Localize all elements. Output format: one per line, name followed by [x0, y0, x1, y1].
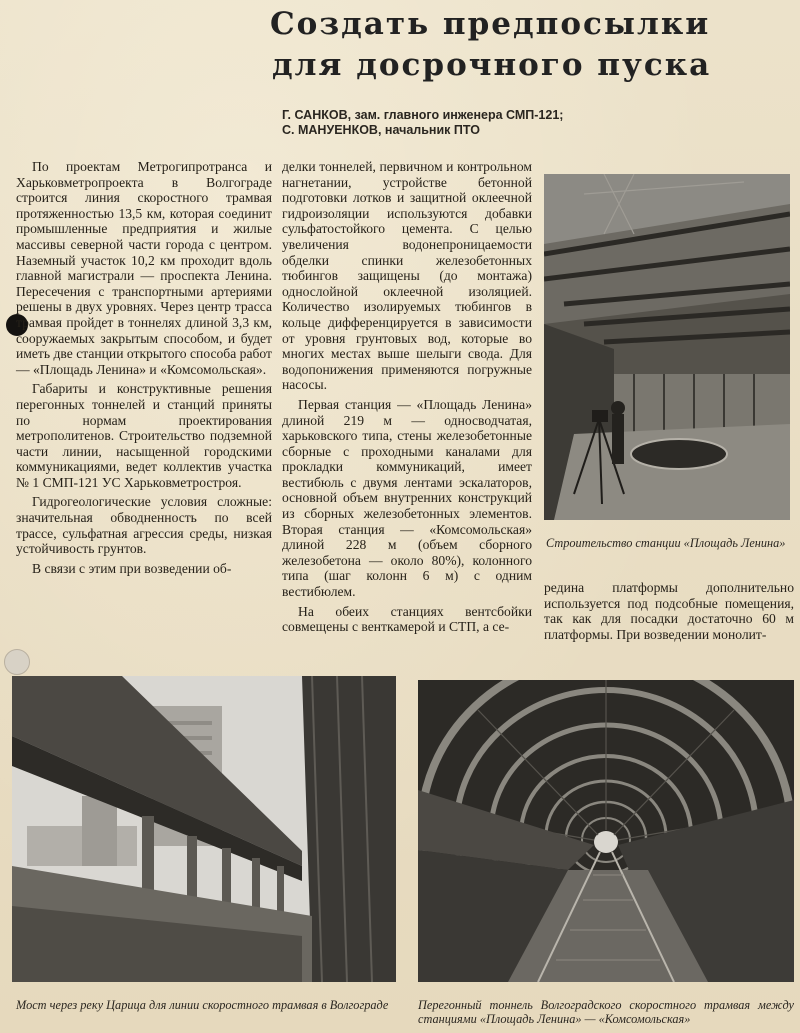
punch-hole-light	[4, 649, 30, 675]
paragraph: редина платформы дополнительно используется под подсобные помещения, так как для посадки достаточно 60 м платформы. При возведении монолит-	[544, 580, 794, 642]
bridge-photo-caption: Мост через реку Царица для линии скоростного трамвая в Волгограде	[16, 998, 389, 1012]
author-manuenkov: С. МАНУЕНКОВ, начальник ПТО	[282, 123, 480, 137]
paragraph: Первая станция — «Площадь Ленина» длиной 219 м — односводчатая, харьковского типа, стены железобетонные сборные с проходными каналами для прокладки коммуникаций, имеет вестибюль с двумя лентами эскалаторов, основной объем внутренних конструкций из сборных железобетонных элементов. Вторая станция — «Комсомольская» длиной 228 м (объем сборного железобетона — около 80%), колонного типа (шаг колонн 6 м) с одним вестибюлем.	[282, 396, 532, 600]
station-photo-caption: Строительство станции «Площадь Ленина»	[546, 536, 786, 550]
article-title	[270, 4, 790, 86]
paragraph: На обеих станциях вентсбойки совмещены с венткамерой и СТП, а се-	[282, 603, 532, 635]
paragraph: Габариты и конструктивные решения перегонных тоннелей и станций приняты по нормам проектирования метрополитенов. Строительство подземной части линии, насыщенной городскими коммуникациями, ведет коллектив участка № 1 СМП-121 УС Харьковметростроя.	[16, 381, 272, 490]
tunnel-photo	[418, 680, 794, 982]
author-sankov: Г. САНКОВ, зам. главного инженера СМП-121;	[282, 108, 564, 122]
paragraph: В связи с этим при возведении об-	[32, 560, 232, 576]
title-line-2: для досрочного пуска	[272, 47, 712, 83]
article-authors	[282, 108, 782, 138]
paragraph: По проектам Метрогипротранса и Харьковметропроекта в Волгограде строится линия скоростного трамвая протяженностью 13,5 км, которая соединит промышленные предприятия и жилые массивы северной части города с центром. Наземный участок 10,2 км проходит вдоль главной магистрали — проспекта Ленина. Пересечения с транспортными артериями решены в двух уровнях. Через центр трасса трамвая пройдет в тоннелях длиной 3,3 км, сооружаемых закрытым способом, и будет иметь две станции открытого способа работ — «Площадь Ленина» и «Комсомольская».	[16, 159, 272, 377]
text-column-1	[16, 159, 272, 580]
paragraph: делки тоннелей, первичном и контрольном нагнетании, устройстве бетонной подготовки лотков и защитной оклеечной гидроизоляции используются добавки сульфатостойкого цемента. С целью увеличения водонепроницаемости обделки спинки железобетонных тюбингов защищены (до монтажа) однослойной оклеечной изоляцией. Количество изолируемых тюбингов в кольце дифференцируется в зависимости от уровня грунтовых вод, которые во многих местах выше шелыги свода. Для водопонижения применяются погружные насосы.	[282, 159, 532, 393]
paragraph: Гидрогеологические условия сложные: значительная обводненность по всей трассе, сульфатная агрессия среды, низкая устойчивость грунтов.	[16, 494, 272, 557]
tunnel-photo-caption: Перегонный тоннель Волгоградского скоростного трамвая между станциями «Площадь Ленина» — «Комсомольская»	[418, 998, 794, 1026]
text-column-2	[282, 159, 532, 639]
text-column-3	[544, 580, 794, 646]
title-line-1: Создать предпосылки	[270, 6, 711, 42]
station-construction-photo	[544, 174, 790, 520]
bridge-photo	[12, 676, 396, 982]
